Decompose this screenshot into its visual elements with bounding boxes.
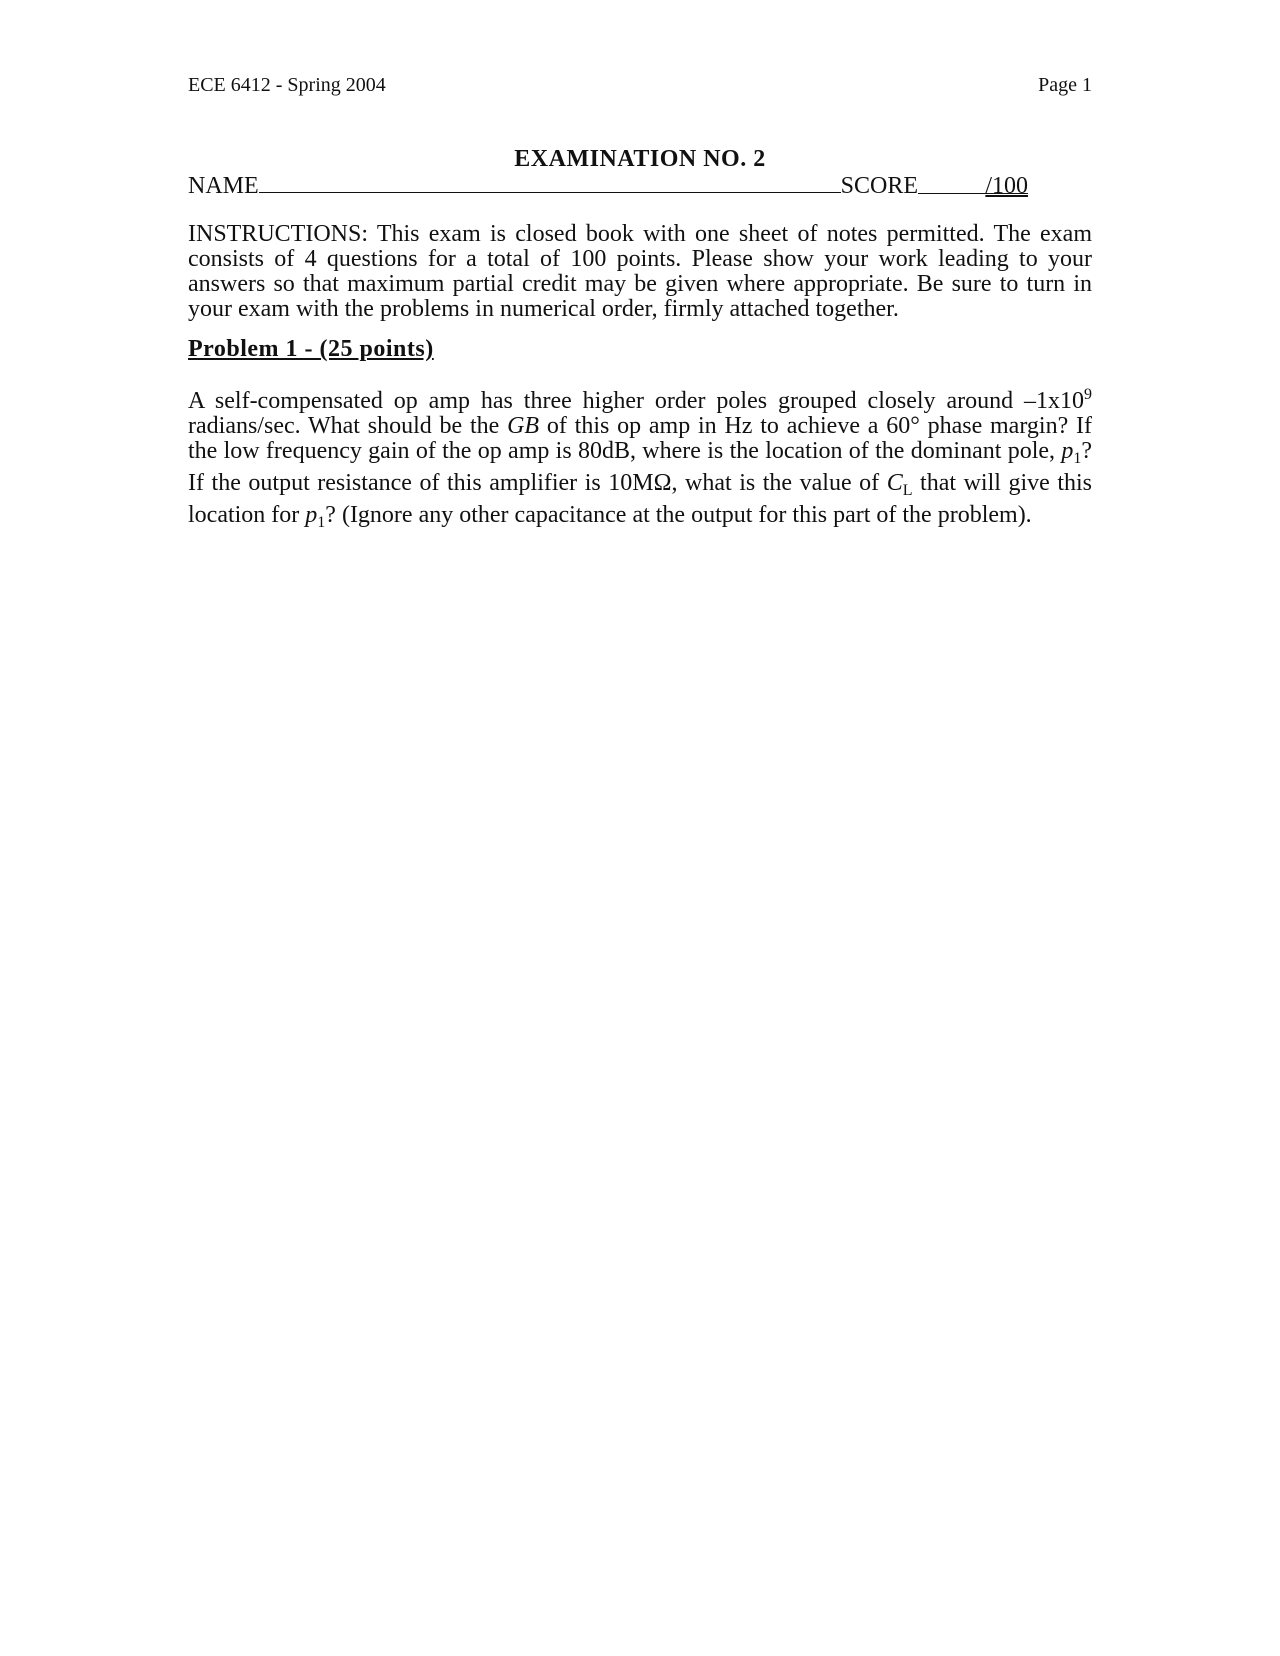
subscript: 1 [1073, 450, 1082, 467]
gb-variable: GB [507, 413, 540, 439]
name-label: NAME [188, 173, 259, 199]
problem-text-part: of this op amp in Hz to achieve a 60° phase margin? If the low frequency gain of the op amp is 80dB, where is the location of the dominant pole, [188, 413, 1092, 464]
p-variable: p [305, 502, 318, 528]
problem-text-part: ? If the output resistance of this amplifier is 10MΩ, what is the value of [188, 438, 1092, 496]
problem-text-part: ? (Ignore any other capacitance at the output for this part of the problem). [325, 502, 1032, 528]
instructions: INSTRUCTIONS: This exam is closed book with one sheet of notes permitted. The exam consists of 4 questions for a total of 100 points. Please show your work leading to your answers so that maximum partial credit may be given where appropriate. Be sure to turn in your exam with the problems in numerical order, firmly attached together. [188, 221, 1092, 322]
problem-1-heading: Problem 1 - (25 points) [188, 336, 434, 362]
problem-text-part: A self-compensated op amp has three higher order poles grouped closely around –1x10 [188, 388, 1084, 414]
score-label: SCORE [840, 173, 919, 199]
subscript: L [902, 482, 913, 499]
score-total: /100 [985, 173, 1029, 199]
exam-title: EXAMINATION NO. 2 [514, 146, 766, 172]
problem-text-part: that will give this location for [188, 470, 1092, 528]
page-number: Page 1 [1038, 74, 1092, 96]
course-header: ECE 6412 - Spring 2004 [188, 74, 386, 96]
problem-1-text [188, 382, 1092, 535]
name-field [259, 172, 841, 193]
score-field [918, 173, 1029, 199]
p-variable: p [1061, 438, 1074, 464]
subscript: 1 [317, 514, 326, 531]
problem-text-part: radians/sec. What should be the [188, 413, 508, 439]
c-variable: C [886, 470, 903, 496]
exponent: 9 [1084, 386, 1092, 403]
name-score-line [188, 172, 1092, 200]
